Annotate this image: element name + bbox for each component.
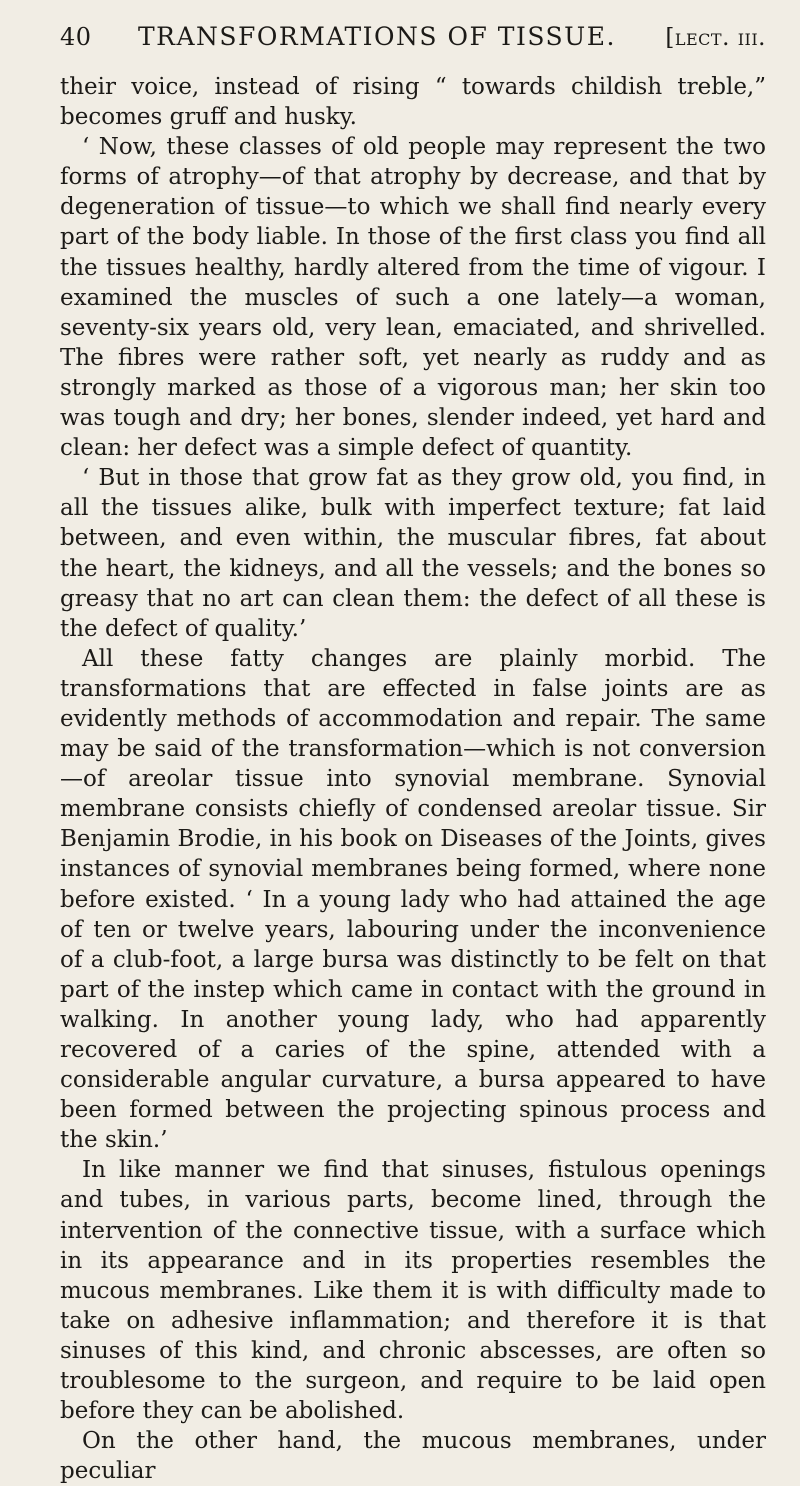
body-text (60, 72, 766, 1486)
paragraph-continuation: their voice, instead of rising “ towards childish treble,” becomes gruff and husky. (60, 74, 766, 131)
paragraph-quote-fat: ‘ But in those that grow fat as they grow old, you find, in all the tissues alike, bulk with imperfect texture; fat laid between, and even within, the muscular fibres, fat about the heart, the kidneys, and all the vessels; and the bones so greasy that no art can clean them: the defect of all these is the defect of quality.’ (60, 465, 766, 642)
lecture-label: lect. iii. (674, 25, 766, 51)
lecture-bracket: [ (665, 25, 675, 51)
paragraph-quote-atrophy: ‘ Now, these classes of old people may represent the two forms of atrophy—of that atrophy by decrease, and that by degeneration of tissue—to which we shall find nearly every part of the body liable. In those of the first class you find all the tissues healthy, hardly altered from the time of vigour. I examined the muscles of such a one lately—a woman, seventy-six years old, very lean, emaciated, and shrivelled. The fibres were rather soft, yet nearly as ruddy and as strongly marked as those of a vigorous man; her skin too was tough and dry; her bones, slender indeed, yet hard and clean: her defect was a simple defect of quantity. (60, 134, 766, 462)
running-title: TRANSFORMATIONS OF TISSUE. (138, 22, 616, 51)
paragraph-fatty-changes: All these fatty changes are plainly morbid. The transformations that are effected in false joints are as evidently methods of accommodation and repair. The same may be said of the transformation—which is not conversion—of areolar tissue into synovial membrane. Synovial membrane consists chiefly of condensed areolar tissue. Sir Benjamin Brodie, in his book on Diseases of the Joints, gives instances of synovial membranes being formed, where none before existed. ‘ In a young lady who had attained the age of ten or twelve years, labouring under the inconvenience of a club-foot, a large bursa was distinctly to be felt on that part of the instep which came in contact with the ground in walking. In another young lady, who had apparently recovered of a caries of the spine, attended with a considerable angular curvature, a bursa appeared to have been formed between the projecting spinous process and the skin.’ (60, 645, 766, 1154)
page-number: 40 (60, 23, 92, 51)
paragraph-mucous: On the other hand, the mucous membranes, under peculiar (60, 1428, 766, 1485)
paragraph-sinuses: In like manner we find that sinuses, fistulous openings and tubes, in various parts, become lined, through the intervention of the connective tissue, with a surface which in its appearance and in its properties resembles the mucous membranes. Like them it is with difficulty made to take on adhesive inflammation; and therefore it is that sinuses of this kind, and chronic abscesses, are often so troublesome to the surgeon, and require to be laid open before they can be abolished. (60, 1157, 766, 1425)
running-head (60, 22, 766, 62)
lecture-reference (665, 25, 766, 51)
